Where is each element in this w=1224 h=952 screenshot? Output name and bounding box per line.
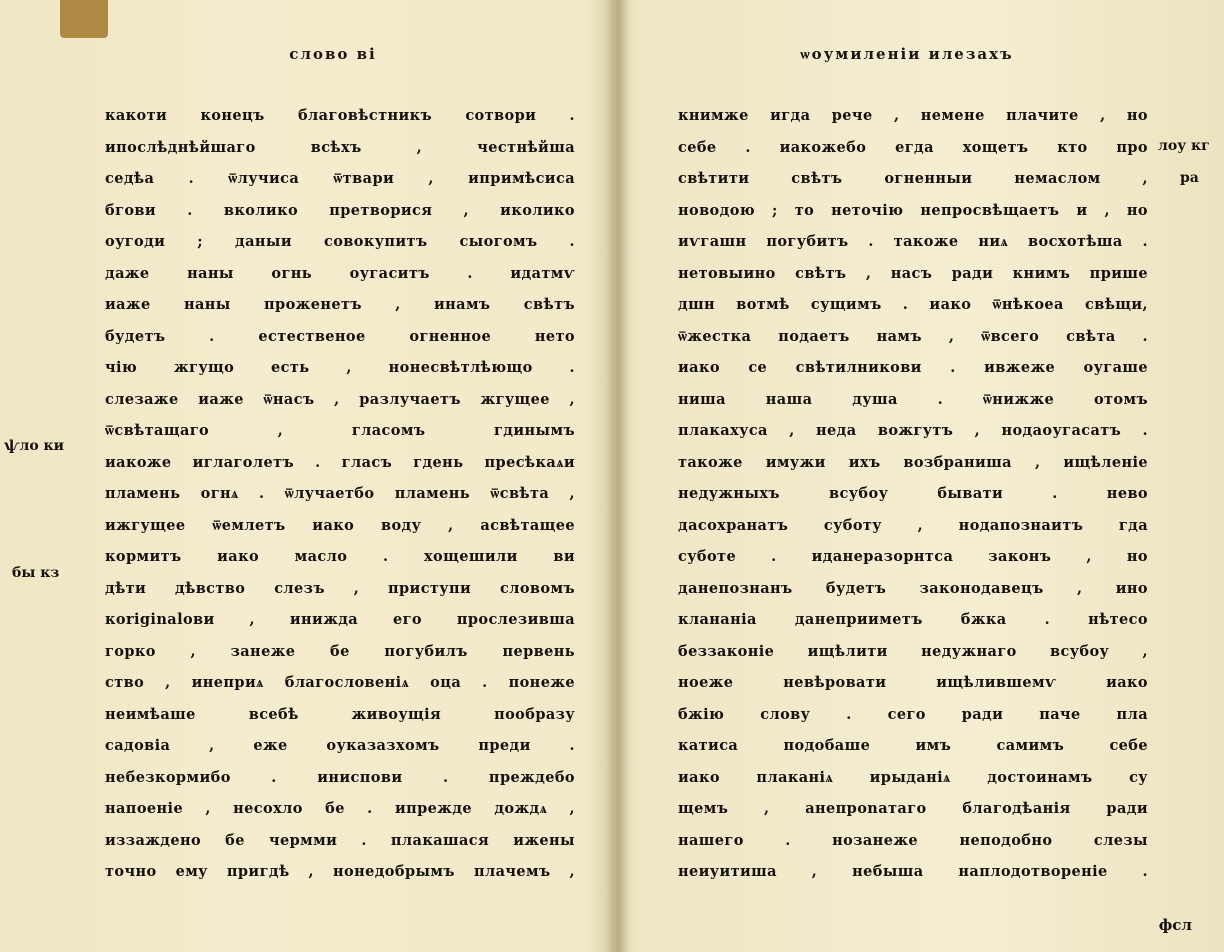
text-line: горко , занеже бе погубилъ первень — [105, 642, 575, 660]
text-line: даже наны огнь оугаситъ . идатмѵ — [105, 264, 575, 282]
text-line: оугоди ; даныи совокупитъ сыогомъ . — [105, 233, 575, 250]
text-line: седѣа . ѿлучиса ѿтвари , ипримѣсиса — [105, 170, 575, 187]
text-line: недужныхъ всубоу бывати . нево — [678, 485, 1148, 502]
text-line: дѣти дѣвство слезъ , приступи словомъ — [105, 579, 575, 597]
text-line: точно ему пригдѣ , нонедобрымъ плачемъ , — [105, 863, 575, 880]
left-page — [0, 0, 606, 952]
text-line: ниша наша душа . ѿнижже отомъ — [678, 390, 1148, 408]
text-line: напоеніе , несохло бе . ипреждe дождѧ , — [105, 800, 575, 817]
left-page-header: слово ві — [289, 45, 377, 63]
text-line: садовіа , еже оуказазхомъ преди . — [105, 737, 575, 754]
text-line: новодою ; то неточію непросвѣщаетъ и , но — [678, 201, 1148, 219]
text-line: иако плаканіѧ ирыданіѧ достоинамъ су — [678, 768, 1148, 786]
margin-note: ѱло ки — [4, 438, 65, 454]
margin-note: лоу кг — [1158, 138, 1210, 154]
right-page — [630, 0, 1224, 952]
text-line: ижгущее ѿемлетъ иако воду , асвѣтащее — [105, 516, 575, 534]
text-line: небезкормибо . иниспови . преждебо — [105, 768, 575, 786]
text-line: свѣтити свѣтъ огненныи немаслом , — [678, 170, 1148, 187]
text-line: неимѣаше всебѣ живоущія пообразу — [105, 705, 575, 723]
text-line: нашего . нозанеже неподобно слезы — [678, 831, 1148, 849]
text-line: иззаждено бе чермми . плакашася ижены — [105, 831, 575, 849]
text-line: чію жгущо есть , нонесвѣтлѣющо . — [105, 359, 575, 376]
text-line: дасохранатъ суботу , нодапознаитъ гда — [678, 516, 1148, 534]
right-page-header: ѡоумиленіи илезахъ — [800, 45, 1014, 63]
text-line: дшн вотмѣ сущимъ . иако ѿнѣкоеа свѣщи, — [678, 296, 1148, 313]
text-line: бгови . вколико претворися , иколико — [105, 201, 575, 219]
right-page-text — [678, 100, 1148, 888]
text-line: пламень огнѧ . ѿлучаетбо пламень ѿсвѣта , — [105, 485, 575, 502]
text-line: катиса подобаше имъ самимъ себе — [678, 737, 1148, 754]
text-line: ноеже невѣровати ищѣлившемѵ иако — [678, 674, 1148, 691]
text-line: кормитъ иако масло . хощешили ви — [105, 548, 575, 565]
text-line: такоже имужи ихъ возбраниша , ищѣленіе — [678, 453, 1148, 471]
text-line: ѿсвѣтащаго , гласомъ гдинымъ — [105, 422, 575, 439]
text-line: беззаконіе ищѣлити недужнаго всубоу , — [678, 642, 1148, 660]
text-line: какоти конецъ благовѣстникъ сотвори . — [105, 107, 575, 124]
folio-number: фсл — [1158, 916, 1192, 934]
text-line: плакахуса , неда вожгутъ , нодаоугасатъ . — [678, 422, 1148, 439]
text-line: щемъ , анепроnатаго благодѣанія ради — [678, 800, 1148, 817]
text-line: кoriginalови , инижда его прослезивша — [105, 611, 575, 628]
text-line: клананіа данеприиметъ бжка . нѣтесо — [678, 611, 1148, 628]
text-line: будетъ . естественое огненное нето — [105, 327, 575, 345]
text-line: себе . иакожебо егда хощетъ кто про — [678, 138, 1148, 156]
text-line: данепознанъ будетъ законодавецъ , ино — [678, 579, 1148, 597]
text-line: нетовыино свѣтъ , насъ ради книмъ прише — [678, 264, 1148, 282]
text-line: книмже игда рече , немене плачите , но — [678, 107, 1148, 124]
text-line: слезаже иаже ѿнасъ , разлучаетъ жгущее , — [105, 390, 575, 408]
text-line: бжію слову . сего ради паче пла — [678, 705, 1148, 723]
book-gutter — [606, 0, 630, 952]
text-line: иѵгашн погубитъ . такоже ниѧ восхотѣша . — [678, 233, 1148, 250]
text-line: ѿжестка подаетъ намъ , ѿвсего свѣта . — [678, 327, 1148, 345]
text-line: суботе . иданеразорнтса законъ , но — [678, 548, 1148, 565]
text-line: ипослѣднѣйшаго всѣхъ , честнѣйша — [105, 138, 575, 156]
text-line: неиуитиша , небыша наплодотвореніе . — [678, 863, 1148, 880]
text-line: иакоже иглаголетъ . гласъ гдень пресѣкаѧи — [105, 453, 575, 471]
text-line: иаже наны проженетъ , инамъ свѣтъ — [105, 296, 575, 313]
margin-note: ра — [1180, 170, 1199, 186]
margin-note: бы кз — [12, 565, 60, 581]
text-line: иако се свѣтилникови . ивжеже оугаше — [678, 359, 1148, 376]
text-line: ство , инеприѧ благословеніѧ оца . понеже — [105, 674, 575, 691]
left-page-text — [105, 100, 575, 888]
